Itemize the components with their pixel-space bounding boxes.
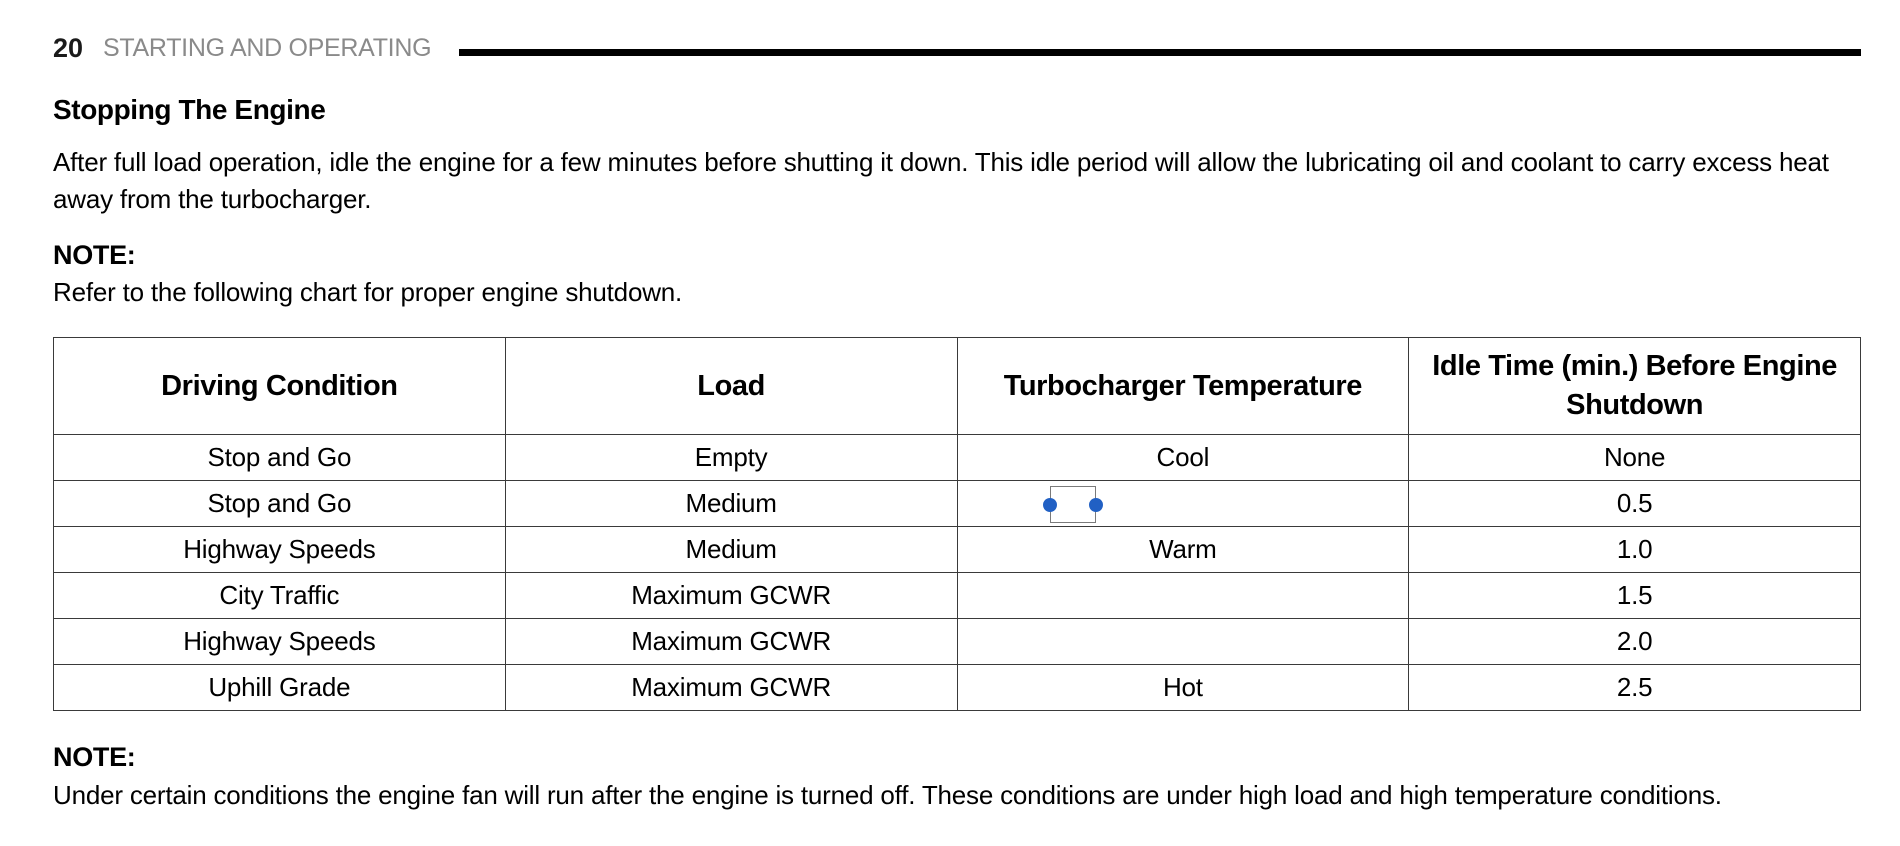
- table-cell: Uphill Grade: [54, 665, 506, 711]
- table-cell: Highway Speeds: [54, 527, 506, 573]
- table-cell: Medium: [505, 481, 957, 527]
- table-row: [54, 527, 1861, 573]
- note-text: Refer to the following chart for proper engine shutdown.: [53, 277, 683, 307]
- table-cell: Hot: [957, 665, 1409, 711]
- section-title: STARTING AND OPERATING: [103, 33, 432, 62]
- table-cell: Empty: [505, 435, 957, 481]
- table-cell: Stop and Go: [54, 481, 506, 527]
- shutdown-table: [53, 337, 1861, 711]
- header-rule: [459, 49, 1861, 56]
- table-row: [54, 619, 1861, 665]
- note-label: NOTE:: [53, 240, 136, 270]
- column-header: Load: [505, 338, 957, 435]
- selection-handle-right[interactable]: [1089, 498, 1103, 512]
- intro-paragraph: After full load operation, idle the engine for a few minutes before shutting it down. This idle period will allow the lubricating oil and coolant to carry excess heat away from the turbocharger.: [53, 147, 1829, 214]
- column-header: Driving Condition: [54, 338, 506, 435]
- table-cell: Medium: [505, 527, 957, 573]
- section-heading: Stopping The Engine: [53, 94, 326, 125]
- table-cell: None: [1409, 435, 1861, 481]
- table-cell: City Traffic: [54, 573, 506, 619]
- column-header: Idle Time (min.) Before Engine Shutdown: [1409, 338, 1861, 435]
- note-text: Under certain conditions the engine fan will run after the engine is turned off. These conditions are under high load and high temperature conditions.: [53, 780, 1722, 810]
- document-page: [53, 0, 1861, 846]
- table-cell: Stop and Go: [54, 435, 506, 481]
- table-row: [54, 481, 1861, 527]
- table-cell: Maximum GCWR: [505, 573, 957, 619]
- table-cell: 1.0: [1409, 527, 1861, 573]
- note-label: NOTE:: [53, 742, 136, 772]
- table-cell: [957, 573, 1409, 619]
- table-cell: Cool: [957, 435, 1409, 481]
- selection-handle-left[interactable]: [1043, 498, 1057, 512]
- table-cell: 1.5: [1409, 573, 1861, 619]
- table-cell: Highway Speeds: [54, 619, 506, 665]
- table-cell: 2.5: [1409, 665, 1861, 711]
- column-header: Turbocharger Temperature: [957, 338, 1409, 435]
- table-cell: [957, 619, 1409, 665]
- table-cell: 0.5: [1409, 481, 1861, 527]
- table-cell-selected[interactable]: [957, 481, 1409, 527]
- table-cell: 2.0: [1409, 619, 1861, 665]
- table-header-row: [54, 338, 1861, 435]
- table-cell: Maximum GCWR: [505, 665, 957, 711]
- table-row: [54, 435, 1861, 481]
- page-number: 20: [53, 32, 84, 63]
- table-row: [54, 665, 1861, 711]
- table-cell: Warm: [957, 527, 1409, 573]
- table-row: [54, 573, 1861, 619]
- running-header: [53, 30, 1861, 66]
- table-cell: Maximum GCWR: [505, 619, 957, 665]
